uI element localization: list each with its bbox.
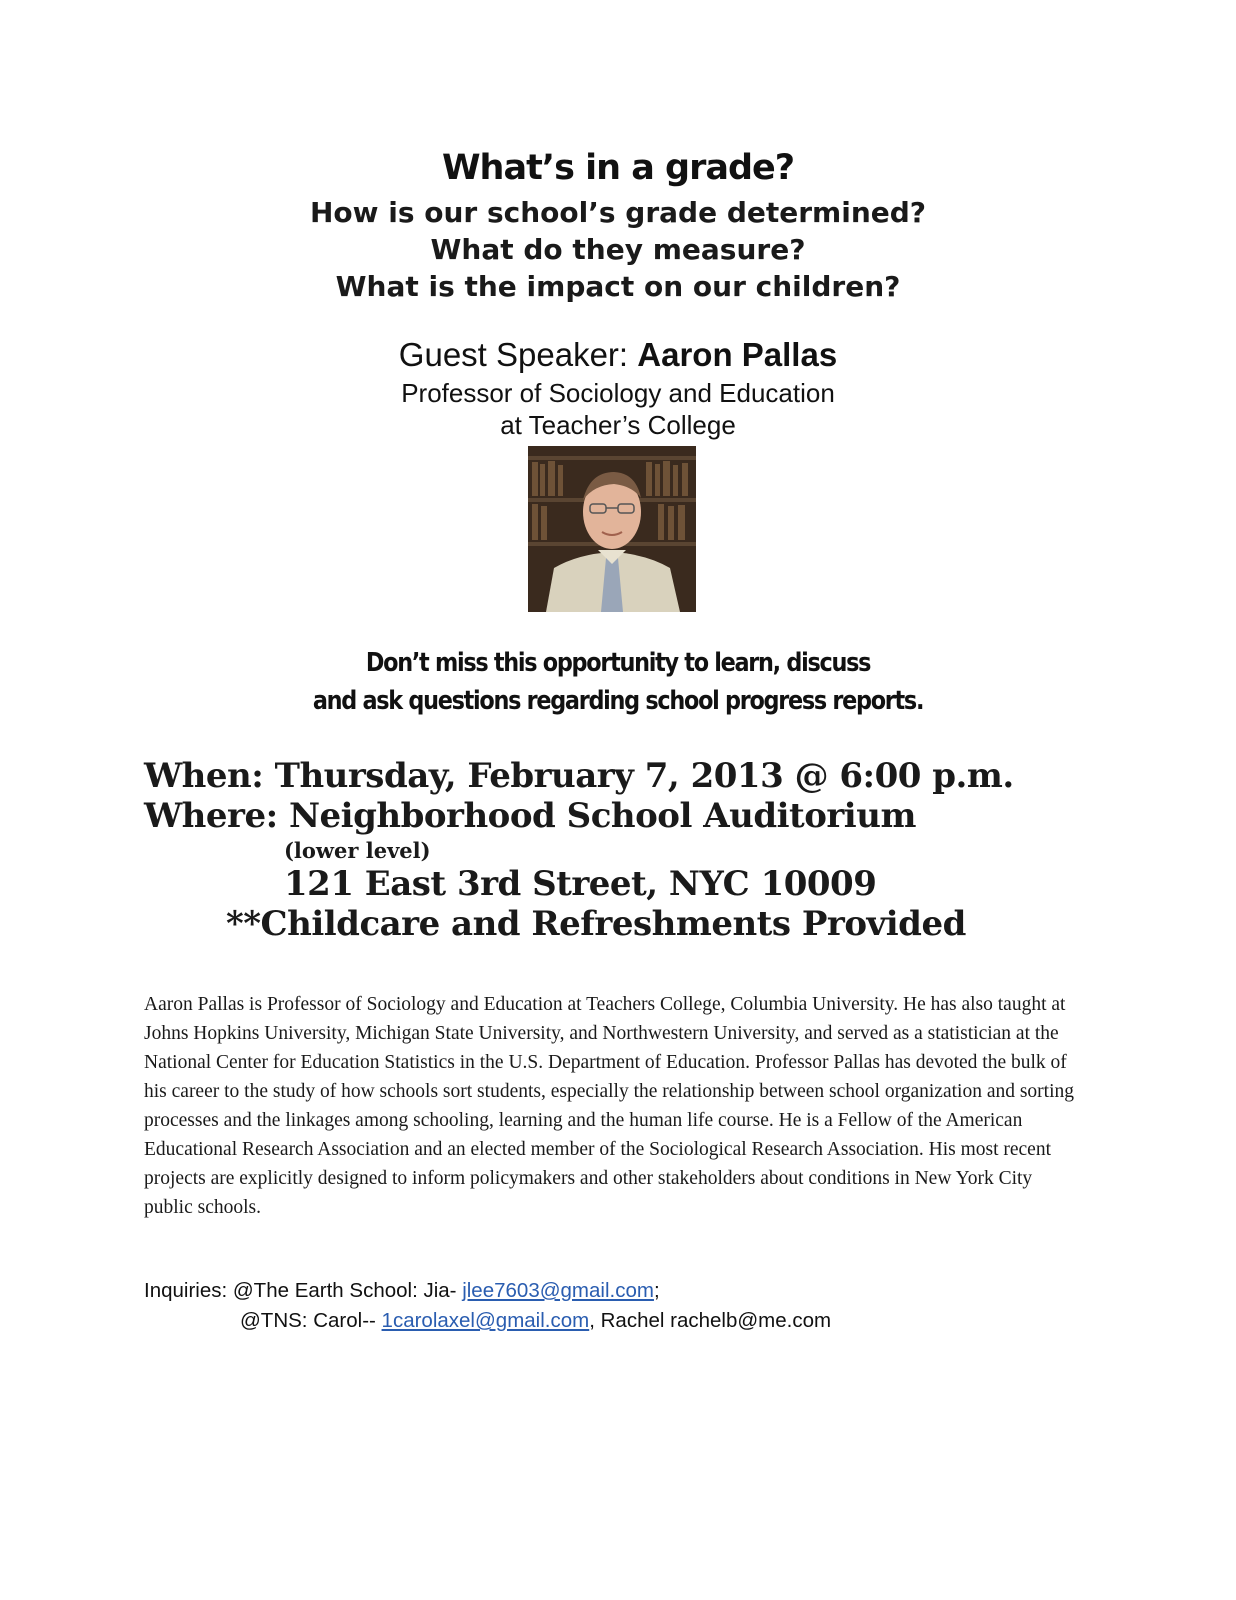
- speaker-bio: Aaron Pallas is Professor of Sociology and Education at Teachers College, Columbia University. He has also taught at Johns Hopkins University, Michigan State University, and Northwestern University, and served as a statistician at the National Center for Education Statistics in the U.S. Department of Education. Professor Pallas has devoted the bulk of his career to the study of how schools sort students, especially the relationship between school organization and sorting processes and the linkages among schooling, learning and the human life course. He is a Fellow of the American Educational Research Association and an elected member of the Sociological Research Association. His most recent projects are explicitly designed to inform policymakers and other stakeholders about conditions in New York City public schools.: [144, 994, 1075, 1218]
- speaker-role-line1: Professor of Sociology and Education: [401, 378, 835, 408]
- inquiries-line2-suffix: , Rachel rachelb@me.com: [589, 1309, 832, 1332]
- inquiries-line1: [144, 1279, 660, 1303]
- flyer-title: What’s in a grade?: [441, 148, 795, 188]
- call-to-action-line2: and ask questions regarding school progress reports.: [312, 686, 924, 716]
- guest-speaker-name: Aaron Pallas: [637, 336, 838, 373]
- inquiries-tns-label: @TNS: Carol--: [240, 1309, 382, 1332]
- speaker-portrait-icon: [528, 446, 696, 612]
- event-address: 121 East 3rd Street, NYC 10009: [284, 864, 877, 904]
- event-where: Where: Neighborhood School Auditorium: [144, 796, 916, 836]
- event-where-note: (lower level): [284, 838, 431, 863]
- inquiries-line1-suffix: ;: [653, 1279, 660, 1302]
- question-impact: What is the impact on our children?: [335, 270, 901, 303]
- inquiries-line2: [240, 1309, 831, 1333]
- speaker-photo: [528, 446, 696, 612]
- speaker-role-line2: at Teacher’s College: [500, 410, 736, 440]
- inquiries-earth-school-label: Inquiries: @The Earth School: Jia-: [144, 1279, 463, 1302]
- call-to-action-line1: Don’t miss this opportunity to learn, discuss: [365, 648, 871, 678]
- email-link-carol[interactable]: 1carolaxel@gmail.com: [381, 1309, 590, 1332]
- question-what-measured: What do they measure?: [430, 233, 806, 266]
- guest-speaker-line: [0, 336, 1236, 374]
- guest-speaker-label: Guest Speaker:: [398, 336, 638, 373]
- email-link-jia[interactable]: jlee7603@gmail.com: [462, 1279, 654, 1302]
- event-amenities: **Childcare and Refreshments Provided: [226, 904, 966, 944]
- question-grade-determined: How is our school’s grade determined?: [309, 196, 927, 229]
- event-when: When: Thursday, February 7, 2013 @ 6:00 p.m.: [144, 756, 1014, 796]
